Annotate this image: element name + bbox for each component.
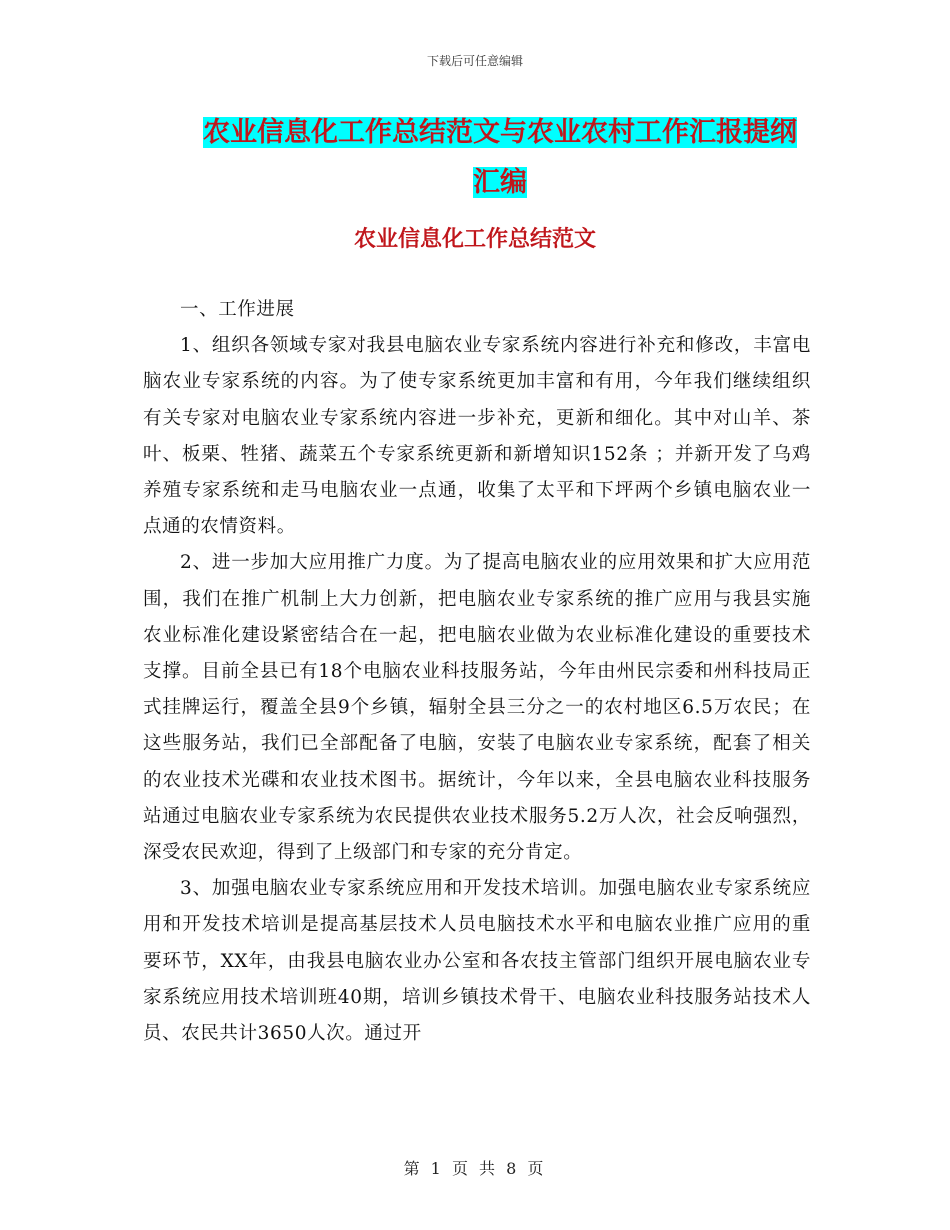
document-title (190, 108, 810, 208)
document-title-text: 农业信息化工作总结范文与农业农村工作汇报提纲汇编 (203, 117, 797, 198)
paragraph-3: 3、加强电脑农业专家系统应用和开发技术培训。加强电脑农业专家系统应用和开发技术培训是提高基层技术人员电脑技术水平和电脑农业推广应用的重要环节，XX年，由我县电脑农业办公室和各农技主管部门组织开展电脑农业专家系统应用技术培训班40期，培训乡镇技术骨干、电脑农业科技服务站技术人员、农民共计3650人次。通过开 (143, 878, 811, 1045)
document-body (143, 292, 811, 1052)
page-number-footer: 第 1 页 共 8 页 (403, 1159, 547, 1178)
page-header-note: 下载后可任意编辑 (426, 54, 523, 68)
paragraph-1: 1、组织各领域专家对我县电脑农业专家系统内容进行补充和修改，丰富电脑农业专家系统的内容。为了使专家系统更加丰富和有用，今年我们继续组织有关专家对电脑农业专家系统内容进一步补充，更新和细化。其中对山羊、茶叶、板栗、牲猪、蔬菜五个专家系统更新和新增知识152条 ；并新开发了乌鸡养殖专家系统和走马电脑农业一点通，收集了太平和下坪两个乡镇电脑农业一点通的农情资料。 (143, 335, 811, 538)
paragraph-2: 2、进一步加大应用推广力度。为了提高电脑农业的应用效果和扩大应用范围，我们在推广机制上大力创新，把电脑农业专家系统的推广应用与我县实施农业标准化建设紧密结合在一起，把电脑农业做为农业标准化建设的重要技术支撑。目前全县已有18个电脑农业科技服务站，今年由州民宗委和州科技局正式挂牌运行，覆盖全县9个乡镇，辐射全县三分之一的农村地区6.5万农民；在这些服务站，我们已全部配备了电脑，安装了电脑农业专家系统，配套了相关的农业技术光碟和农业技术图书。据统计，今年以来，全县电脑农业科技服务站通过电脑农业专家系统为农民提供农业技术服务5.2万人次，社会反响强烈，深受农民欢迎，得到了上级部门和专家的充分肯定。 (143, 552, 811, 864)
paragraph-heading-progress: 一、工作进展 (180, 299, 295, 320)
section-title: 农业信息化工作总结范文 (353, 227, 596, 252)
